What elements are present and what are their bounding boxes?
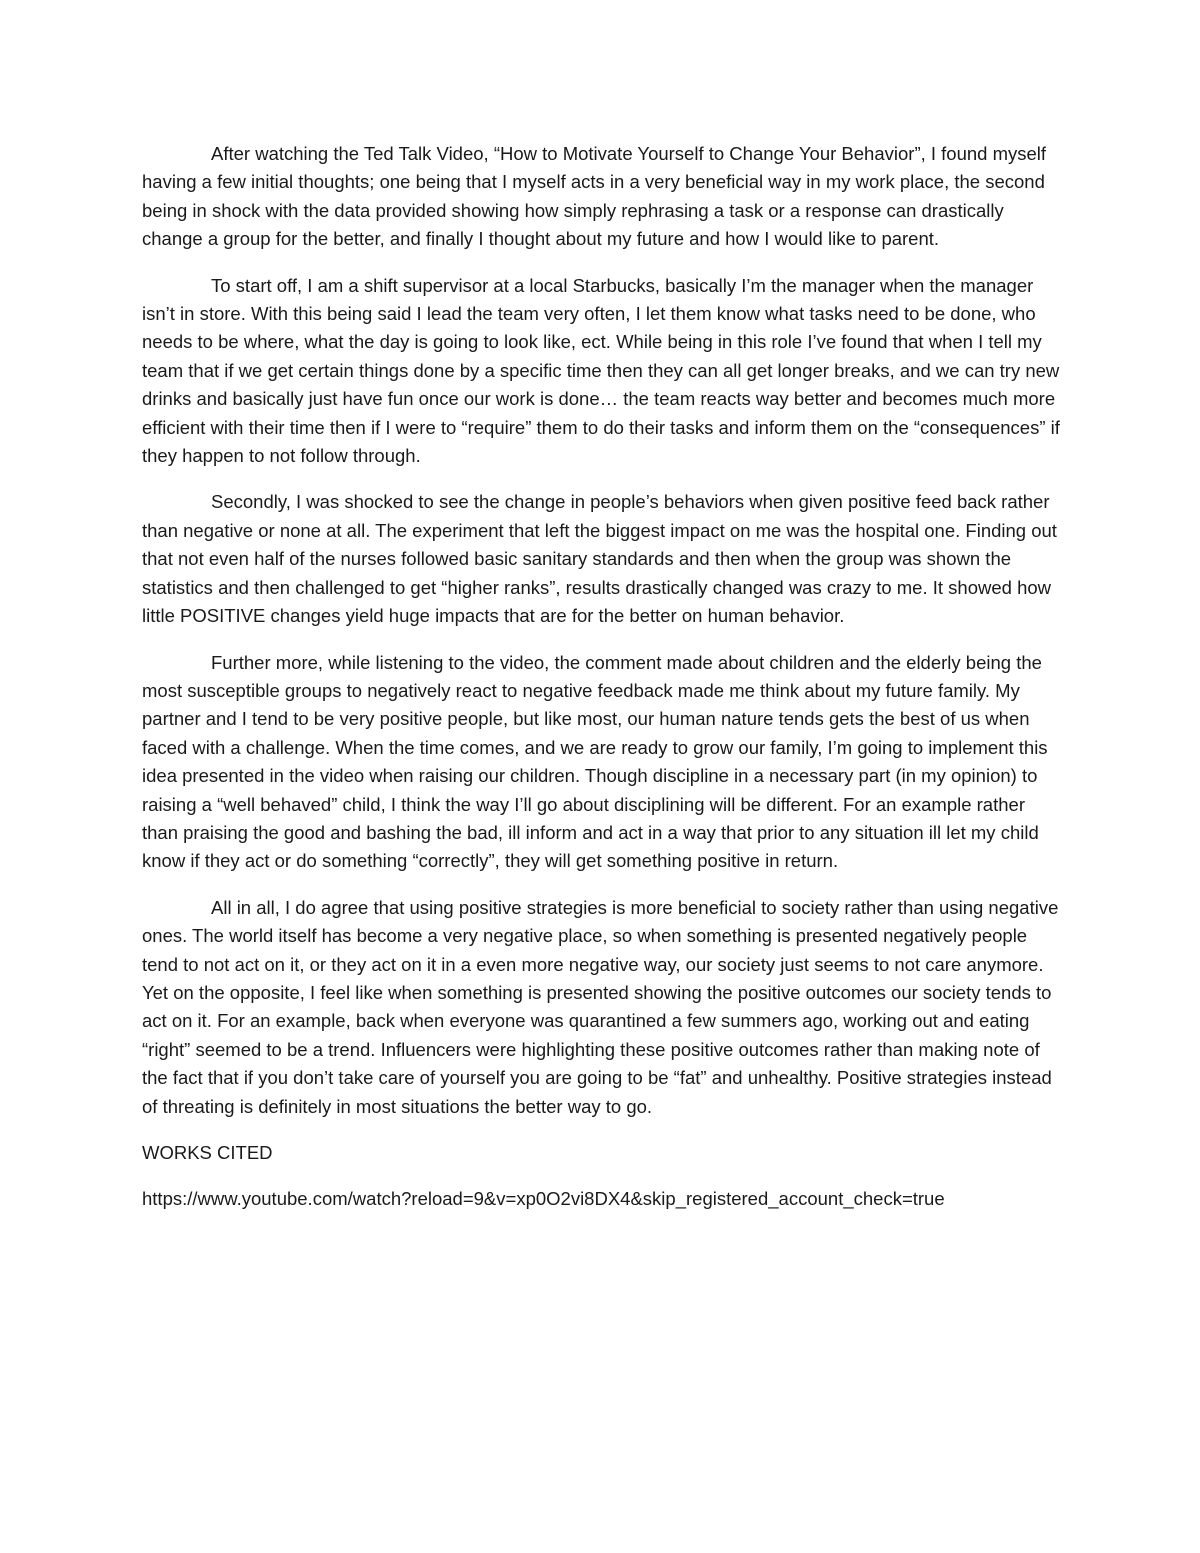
works-cited-url: https://www.youtube.com/watch?reload=9&v=xp0O2vi8DX4&skip_registered_account_check=true — [142, 1188, 945, 1210]
document-body — [142, 140, 1060, 1232]
paragraph-hospital: Secondly, I was shocked to see the change in people’s behaviors when given positive feed back rather than negative or none at all. The experiment that left the biggest impact on me was the hospital one. Finding out that not even half of the nurses followed basic sanitary standards and then when the group was shown the statistics and then challenged to get “higher ranks”, results drastically changed was crazy to me. It showed how little POSITIVE changes yield huge impacts that are for the better on human behavior. — [142, 491, 1057, 627]
works-cited-heading: WORKS CITED — [142, 1142, 273, 1163]
paragraph-family: Further more, while listening to the video, the comment made about children and the elderly being the most susceptible groups to negatively react to negative feedback made me think about my future family. My partner and I tend to be very positive people, but like most, our human nature tends gets the best of us when faced with a challenge. When the time comes, and we are ready to grow our family, I’m going to implement this idea presented in the video when raising our children. Though discipline in a necessary part (in my opinion) to raising a “well behaved” child, I think the way I’ll go about disciplining will be different. For an example rather than praising the good and bashing the bad, ill inform and act in a way that prior to any situation ill let my child know if they act or do something “correctly”, they will get something positive in return. — [142, 651, 1048, 872]
paragraph-intro: After watching the Ted Talk Video, “How to Motivate Yourself to Change Your Behavior”, I found myself having a few initial thoughts; one being that I myself acts in a very beneficial way in my work place, the second being in shock with the data provided showing how simply rephrasing a task or a response can drastically change a group for the better, and finally I thought about my future and how I would like to parent. — [142, 143, 1047, 250]
paragraph-conclusion: All in all, I do agree that using positive strategies is more beneficial to society rather than using negative ones. The world itself has become a very negative place, so when something is presented negatively people tend to not act on it, or they act on it in a even more negative way, our society just seems to not care anymore. Yet on the opposite, I feel like when something is presented showing the positive outcomes our society tends to act on it. For an example, back when everyone was quarantined a few summers ago, working out and eating “right” seemed to be a trend. Influencers were highlighting these positive outcomes rather than making note of the fact that if you don’t take care of yourself you are going to be “fat” and unhealthy. Positive strategies instead of threating is definitely in most situations the better way to go. — [142, 896, 1059, 1117]
paragraph-starbucks: To start off, I am a shift supervisor at a local Starbucks, basically I’m the manager when the manager isn’t in store. With this being said I lead the team very often, I let them know what tasks need to be done, who needs to be where, what the day is going to look like, ect. While being in this role I’ve found that when I tell my team that if we get certain things done by a specific time then they can all get longer breaks, and we can try new drinks and basically just have fun once our work is done… the team reacts way better and becomes much more efficient with their time then if I were to “require” them to do their tasks and inform them on the “consequences” if they happen to not follow through. — [142, 274, 1060, 467]
